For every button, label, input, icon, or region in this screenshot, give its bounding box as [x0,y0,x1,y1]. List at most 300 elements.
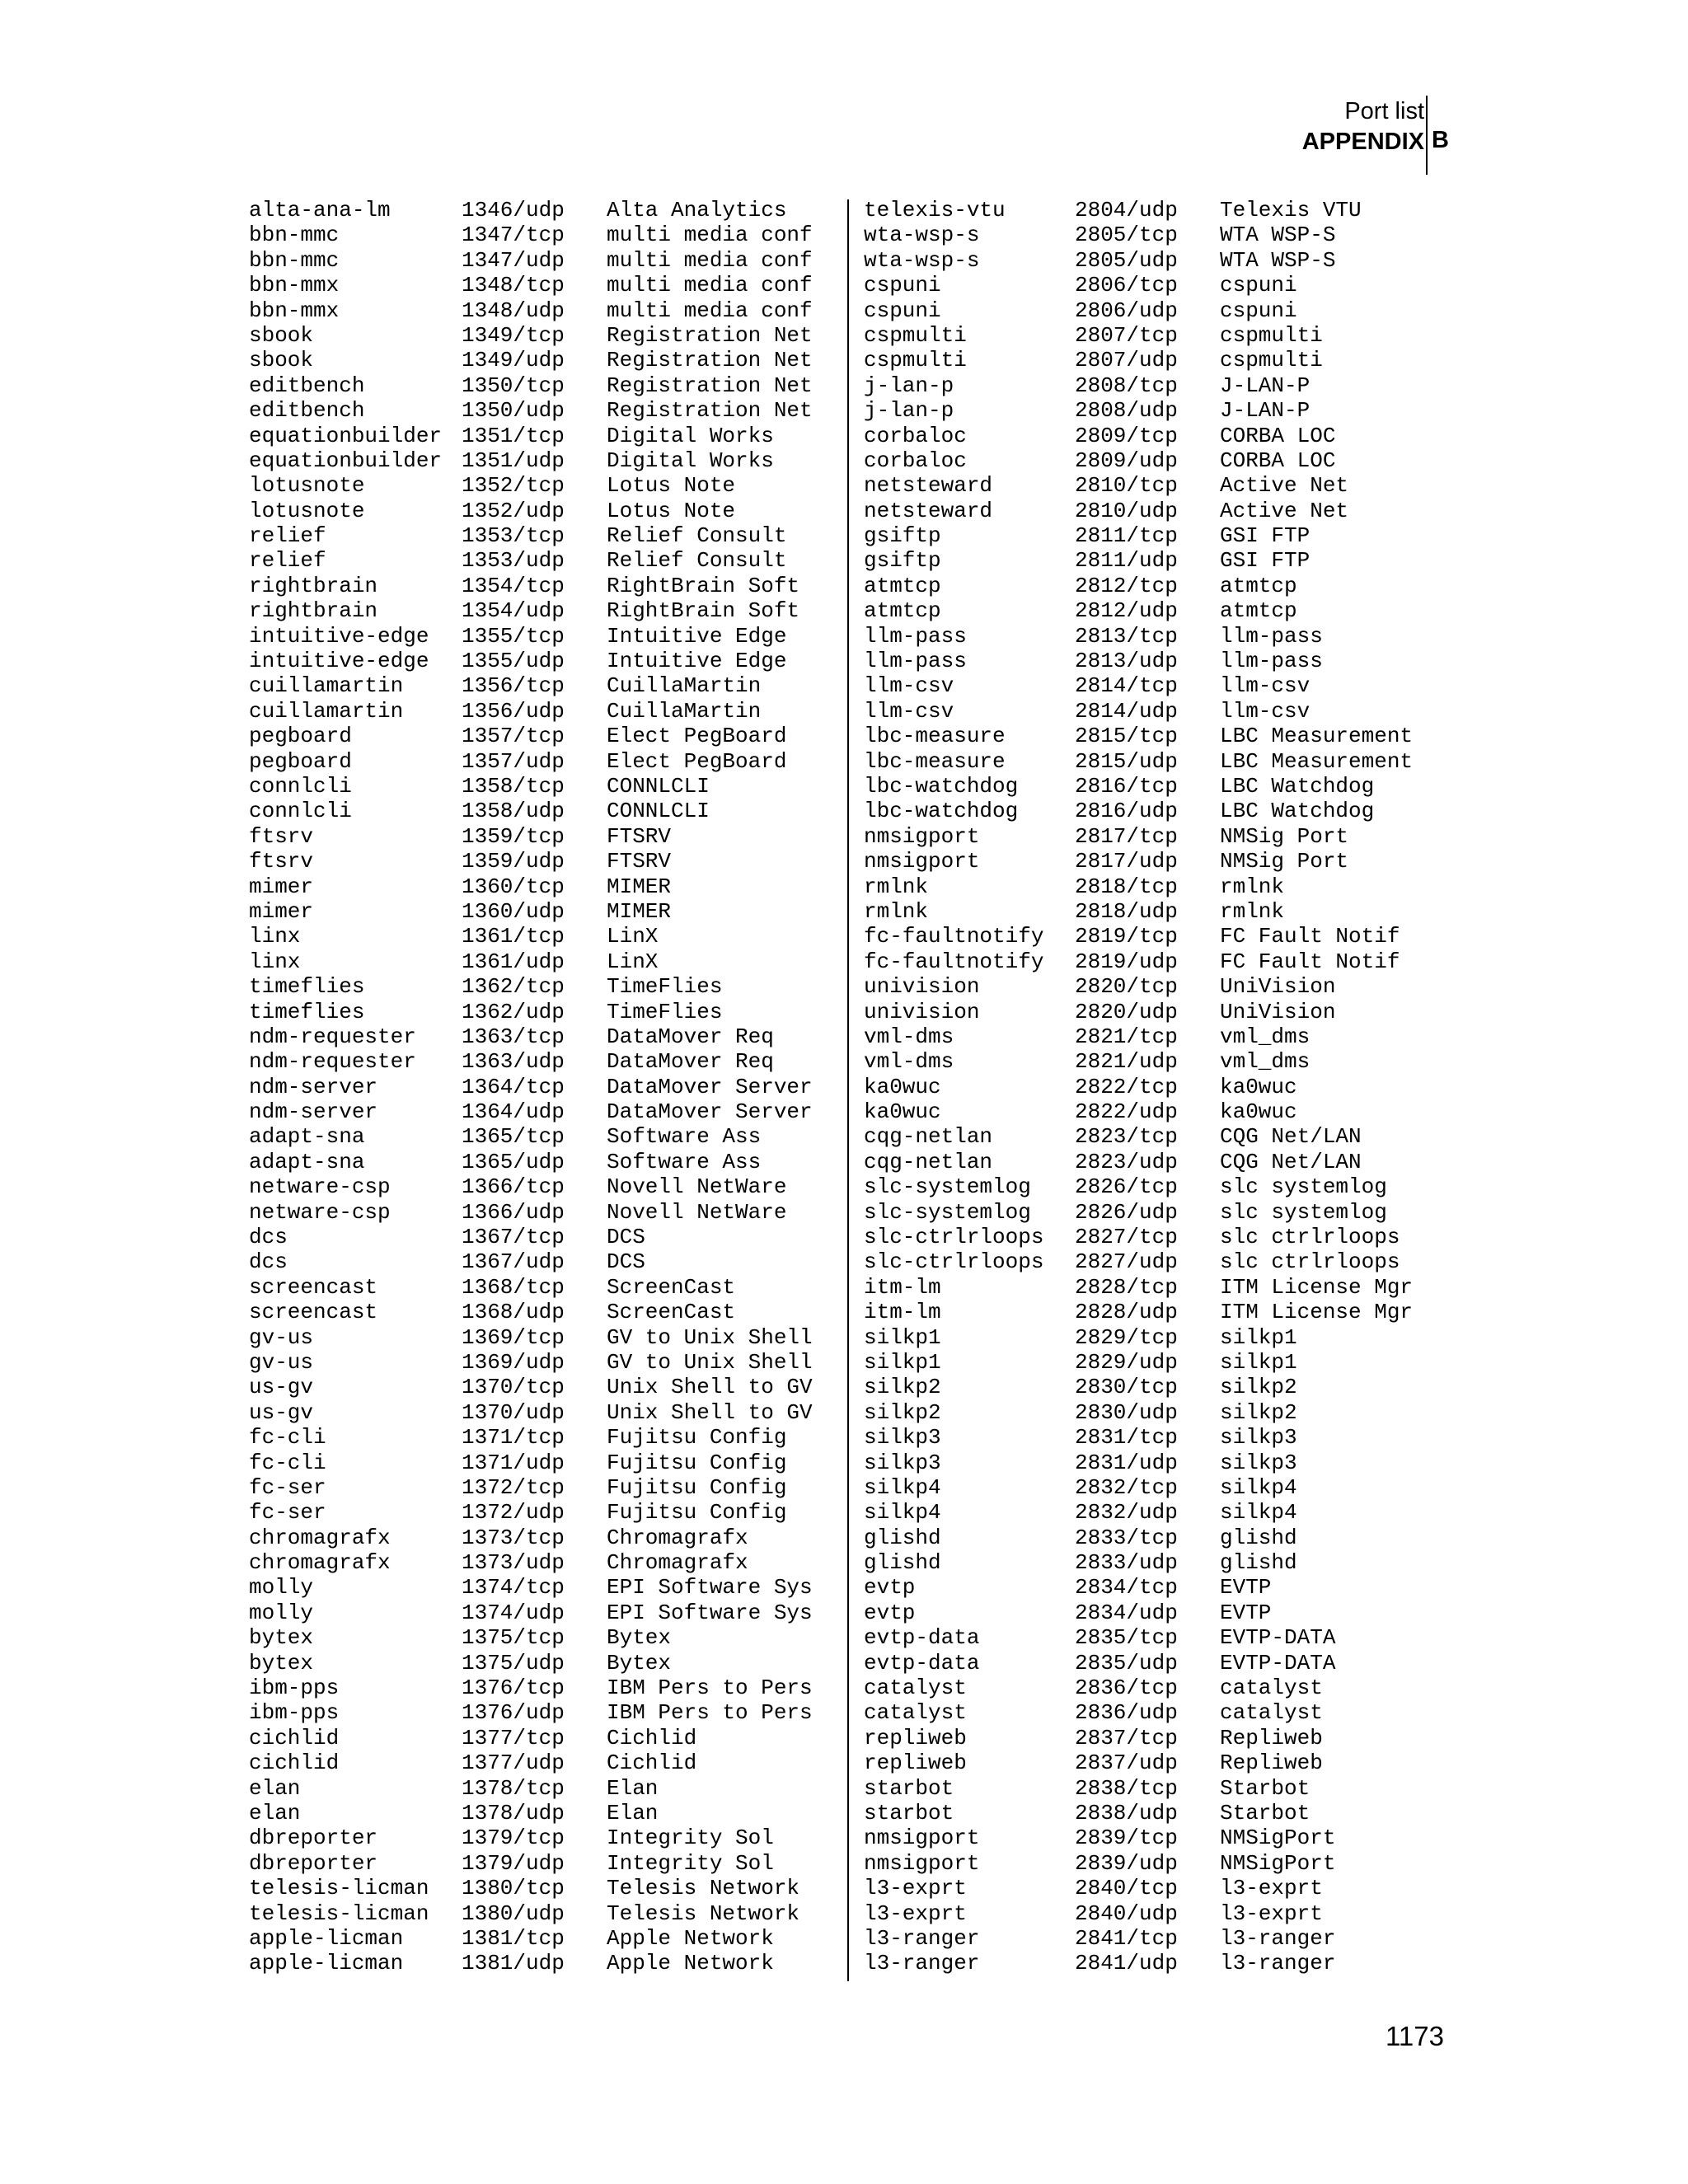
service-name: ftsrv [249,849,314,874]
port-protocol: 2822/tcp [1075,1074,1178,1099]
port-protocol: 2830/udp [1075,1399,1178,1425]
description: Integrity Sol [607,1850,774,1876]
service-name: silkp1 [864,1349,941,1375]
description: llm-pass [1220,649,1323,674]
service-name: cqg-netlan [864,1149,993,1174]
description: Active Net [1220,473,1349,499]
port-protocol: 2826/udp [1075,1199,1178,1225]
port-protocol: 1356/udp [462,698,565,724]
description: Digital Works [607,423,774,448]
port-protocol: 2830/tcp [1075,1375,1178,1400]
description: EVTP [1220,1600,1272,1625]
port-protocol: 1353/udp [462,548,565,574]
port-protocol: 1379/tcp [462,1825,565,1851]
port-protocol: 1358/udp [462,799,565,824]
description: DataMover Req [607,1024,774,1049]
service-name: cuillamartin [249,698,404,724]
service-name: intuitive-edge [249,649,429,674]
service-name: gsiftp [864,523,941,549]
description: IBM Pers to Pers [607,1700,813,1726]
port-protocol: 1375/udp [462,1650,565,1675]
service-name: wta-wsp-s [864,223,980,248]
service-name: repliweb [864,1725,967,1750]
port-protocol: 1373/udp [462,1550,565,1576]
service-name: nmsigport [864,823,980,849]
description: DataMover Server [607,1099,813,1125]
port-protocol: 2811/tcp [1075,523,1178,549]
service-name: itm-lm [864,1274,941,1300]
service-name: bbn-mmx [249,298,340,323]
service-name: silkp3 [864,1450,941,1475]
port-protocol: 2804/udp [1075,198,1178,223]
service-name: bytex [249,1650,314,1675]
description: DataMover Req [607,1049,774,1075]
port-protocol: 2818/udp [1075,898,1178,924]
port-protocol: 1365/tcp [462,1124,565,1150]
port-protocol: 2841/udp [1075,1951,1178,1976]
description: silkp4 [1220,1474,1297,1500]
service-name: ndm-server [249,1099,378,1125]
description: cspmulti [1220,348,1323,373]
service-name: ka0wuc [864,1074,941,1099]
port-protocol: 1362/udp [462,999,565,1024]
port-protocol: 1381/tcp [462,1925,565,1951]
description: Intuitive Edge [607,649,787,674]
description: EVTP-DATA [1220,1625,1336,1651]
service-name: llm-pass [864,649,967,674]
port-protocol: 1360/tcp [462,874,565,899]
description: Fujitsu Config [607,1474,787,1500]
service-name: nmsigport [864,1850,980,1876]
service-name: catalyst [864,1700,967,1726]
port-protocol: 1374/udp [462,1600,565,1625]
description: CORBA LOC [1220,448,1336,473]
description: LinX [607,949,659,974]
description: CONNLCLI [607,773,710,799]
description: vml_dms [1220,1049,1311,1075]
service-name: timeflies [249,974,365,1000]
port-protocol: 1380/tcp [462,1876,565,1901]
port-protocol: 1356/tcp [462,673,565,699]
service-name: cqg-netlan [864,1124,993,1150]
port-protocol: 2820/tcp [1075,974,1178,1000]
service-name: cspmulti [864,348,967,373]
port-protocol: 2831/udp [1075,1450,1178,1475]
port-protocol: 2839/udp [1075,1850,1178,1876]
port-protocol: 1354/tcp [462,573,565,598]
description: Telesis Network [607,1900,800,1926]
port-protocol: 2838/udp [1075,1801,1178,1825]
port-protocol: 1357/udp [462,748,565,774]
description: silkp1 [1220,1349,1297,1375]
port-protocol: 2819/udp [1075,949,1178,974]
description: Chromagrafx [607,1525,748,1550]
port-protocol: 1377/udp [462,1750,565,1776]
description: silkp3 [1220,1450,1297,1475]
description: llm-csv [1220,673,1311,699]
port-protocol: 2833/tcp [1075,1525,1178,1550]
port-protocol: 2814/tcp [1075,673,1178,699]
service-name: evtp [864,1600,916,1625]
description: Fujitsu Config [607,1500,787,1526]
service-name: glishd [864,1525,941,1550]
service-name: fc-cli [249,1450,326,1475]
port-protocol: 1377/tcp [462,1725,565,1750]
description: llm-pass [1220,623,1323,649]
description: l3-exprt [1220,1876,1323,1901]
description: catalyst [1220,1700,1323,1726]
description: Registration Net [607,398,813,424]
description: ka0wuc [1220,1074,1297,1099]
service-name: ka0wuc [864,1099,941,1125]
port-protocol: 1366/tcp [462,1174,565,1200]
port-protocol: 2811/udp [1075,548,1178,574]
service-name: dbreporter [249,1850,378,1876]
service-name: rightbrain [249,598,378,624]
service-name: telesis-licman [249,1876,429,1901]
service-name: gv-us [249,1349,314,1375]
service-name: starbot [864,1801,954,1825]
port-protocol: 1378/udp [462,1801,565,1825]
port-protocol: 2810/udp [1075,498,1178,523]
port-protocol: 1381/udp [462,1951,565,1976]
port-protocol: 1371/udp [462,1450,565,1475]
service-name: linx [249,949,301,974]
service-name: slc-ctrlrloops [864,1225,1044,1250]
description: GV to Unix Shell [607,1324,813,1350]
description: cspmulti [1220,322,1323,348]
port-protocol: 1380/udp [462,1900,565,1926]
description: CuillaMartin [607,698,762,724]
service-name: ibm-pps [249,1700,340,1726]
service-name: sbook [249,322,314,348]
service-name: cichlid [249,1725,340,1750]
description: multi media conf [607,273,813,298]
port-protocol: 1374/tcp [462,1575,565,1601]
service-name: dcs [249,1249,288,1275]
service-name: cspuni [864,298,941,323]
description: Novell NetWare [607,1174,787,1200]
description: MIMER [607,874,672,899]
description: GSI FTP [1220,548,1311,574]
service-name: evtp [864,1575,916,1601]
port-protocol: 2807/udp [1075,348,1178,373]
port-protocol: 2820/udp [1075,999,1178,1024]
description: glishd [1220,1550,1297,1576]
port-protocol: 1347/udp [462,247,565,273]
port-protocol: 2822/udp [1075,1099,1178,1125]
port-protocol: 2816/udp [1075,799,1178,824]
description: EPI Software Sys [607,1575,813,1601]
port-protocol: 2837/tcp [1075,1725,1178,1750]
service-name: molly [249,1600,314,1625]
port-protocol: 1369/udp [462,1349,565,1375]
service-name: rmlnk [864,874,929,899]
description: ScreenCast [607,1274,736,1300]
port-protocol: 1372/tcp [462,1474,565,1500]
description: multi media conf [607,247,813,273]
service-name: apple-licman [249,1951,404,1976]
port-protocol: 1367/tcp [462,1225,565,1250]
service-name: dbreporter [249,1825,378,1851]
description: silkp4 [1220,1500,1297,1526]
service-name: silkp2 [864,1399,941,1425]
description: LBC Watchdog [1220,773,1375,799]
port-protocol: 2808/udp [1075,398,1178,424]
service-name: dcs [249,1225,288,1250]
service-name: linx [249,924,301,949]
service-name: lbc-watchdog [864,799,1019,824]
service-name: evtp-data [864,1625,980,1651]
description: CuillaMartin [607,673,762,699]
port-protocol: 2832/udp [1075,1500,1178,1526]
description: DataMover Server [607,1074,813,1099]
description: EVTP-DATA [1220,1650,1336,1675]
service-name: cichlid [249,1750,340,1776]
port-protocol: 1350/tcp [462,373,565,398]
service-name: silkp3 [864,1425,941,1451]
port-protocol: 1379/udp [462,1850,565,1876]
description: EVTP [1220,1575,1272,1601]
service-name: relief [249,523,326,549]
service-name: molly [249,1575,314,1601]
port-protocol: 2828/udp [1075,1300,1178,1325]
service-name: cspuni [864,273,941,298]
description: l3-ranger [1220,1951,1336,1976]
port-protocol: 2821/tcp [1075,1024,1178,1049]
port-protocol: 1361/tcp [462,924,565,949]
description: Elan [607,1801,659,1825]
service-name: lbc-measure [864,724,1006,749]
service-name: catalyst [864,1675,967,1701]
service-name: lotusnote [249,498,365,523]
description: ITM License Mgr [1220,1300,1414,1325]
service-name: mimer [249,898,314,924]
description: Registration Net [607,373,813,398]
port-protocol: 1348/tcp [462,273,565,298]
port-protocol: 2812/udp [1075,598,1178,624]
port-protocol: 1359/udp [462,849,565,874]
service-name: corbaloc [864,448,967,473]
service-name: fc-ser [249,1474,326,1500]
service-name: timeflies [249,999,365,1024]
port-protocol: 1367/udp [462,1249,565,1275]
port-protocol: 2837/udp [1075,1750,1178,1776]
port-protocol: 1376/udp [462,1700,565,1726]
service-name: ndm-requester [249,1024,416,1049]
port-protocol: 2806/tcp [1075,273,1178,298]
port-protocol: 2806/udp [1075,298,1178,323]
service-name: connlcli [249,773,352,799]
description: Starbot [1220,1801,1311,1825]
description: Repliweb [1220,1725,1323,1750]
service-name: rightbrain [249,573,378,598]
service-name: relief [249,548,326,574]
service-name: telesis-licman [249,1900,429,1926]
port-protocol: 1364/udp [462,1099,565,1125]
description: rmlnk [1220,874,1285,899]
description: TimeFlies [607,974,723,1000]
service-name: silkp2 [864,1375,941,1400]
port-protocol: 1359/tcp [462,823,565,849]
description: MIMER [607,898,672,924]
description: NMSig Port [1220,849,1349,874]
service-name: glishd [864,1550,941,1576]
service-name: vml-dms [864,1024,954,1049]
port-protocol: 1351/udp [462,448,565,473]
description: Registration Net [607,322,813,348]
service-name: screencast [249,1274,378,1300]
service-name: bbn-mmc [249,223,340,248]
description: llm-csv [1220,698,1311,724]
port-protocol: 1375/tcp [462,1625,565,1651]
service-name: bytex [249,1625,314,1651]
port-protocol: 1353/tcp [462,523,565,549]
port-protocol: 2823/tcp [1075,1124,1178,1150]
port-protocol: 1372/udp [462,1500,565,1526]
service-name: adapt-sna [249,1124,365,1150]
description: IBM Pers to Pers [607,1675,813,1701]
description: NMSig Port [1220,823,1349,849]
service-name: mimer [249,874,314,899]
description: CQG Net/LAN [1220,1149,1362,1174]
service-name: elan [249,1801,301,1825]
service-name: fc-faultnotify [864,949,1044,974]
port-protocol: 1371/tcp [462,1425,565,1451]
description: NMSigPort [1220,1850,1336,1876]
port-protocol: 2809/udp [1075,448,1178,473]
port-protocol: 2840/tcp [1075,1876,1178,1901]
description: Apple Network [607,1925,774,1951]
description: RightBrain Soft [607,573,800,598]
description: Unix Shell to GV [607,1399,813,1425]
description: Telexis VTU [1220,198,1362,223]
description: Cichlid [607,1725,697,1750]
port-protocol: 2833/udp [1075,1550,1178,1576]
service-name: vml-dms [864,1049,954,1075]
service-name: silkp4 [864,1500,941,1526]
port-protocol: 1357/tcp [462,724,565,749]
port-protocol: 2807/tcp [1075,322,1178,348]
port-protocol: 1358/tcp [462,773,565,799]
port-protocol: 1360/udp [462,898,565,924]
service-name: itm-lm [864,1300,941,1325]
port-protocol: 1370/tcp [462,1375,565,1400]
description: slc ctrlrloops [1220,1225,1400,1250]
port-protocol: 1363/udp [462,1049,565,1075]
description: Registration Net [607,348,813,373]
port-protocol: 1369/tcp [462,1324,565,1350]
description: Integrity Sol [607,1825,774,1851]
port-protocol: 2838/tcp [1075,1775,1178,1801]
port-protocol: 1347/tcp [462,223,565,248]
service-name: atmtcp [864,573,941,598]
description: Relief Consult [607,523,787,549]
port-protocol: 1368/tcp [462,1274,565,1300]
port-protocol: 1349/udp [462,348,565,373]
description: Elan [607,1775,659,1801]
port-protocol: 2841/tcp [1075,1925,1178,1951]
description: Relief Consult [607,548,787,574]
port-protocol: 2836/udp [1075,1700,1178,1726]
description: slc systemlog [1220,1199,1387,1225]
description: l3-exprt [1220,1900,1323,1926]
service-name: fc-cli [249,1425,326,1451]
service-name: wta-wsp-s [864,247,980,273]
service-name: lbc-measure [864,748,1006,774]
port-protocol: 2836/tcp [1075,1675,1178,1701]
description: DCS [607,1249,645,1275]
port-protocol: 1370/udp [462,1399,565,1425]
page-number: 1173 [1386,2021,1444,2051]
port-protocol: 2835/udp [1075,1650,1178,1675]
service-name: editbench [249,398,365,424]
port-protocol: 1363/tcp [462,1024,565,1049]
port-protocol: 2831/tcp [1075,1425,1178,1451]
port-protocol: 2828/tcp [1075,1274,1178,1300]
service-name: llm-csv [864,698,954,724]
port-protocol: 1349/tcp [462,322,565,348]
port-protocol: 2829/udp [1075,1349,1178,1375]
service-name: evtp-data [864,1650,980,1675]
service-name: pegboard [249,748,352,774]
port-protocol: 2834/tcp [1075,1575,1178,1601]
port-protocol: 2817/udp [1075,849,1178,874]
header-appendix-letter: B [1432,127,1449,153]
port-protocol: 2818/tcp [1075,874,1178,899]
service-name: cspmulti [864,322,967,348]
description: silkp1 [1220,1324,1297,1350]
description: vml_dms [1220,1024,1311,1049]
service-name: repliweb [864,1750,967,1776]
service-name: lotusnote [249,473,365,499]
description: UniVision [1220,974,1336,1000]
port-protocol: 1366/udp [462,1199,565,1225]
port-protocol: 2817/tcp [1075,823,1178,849]
description: silkp3 [1220,1425,1297,1451]
description: rmlnk [1220,898,1285,924]
port-protocol: 1362/tcp [462,974,565,1000]
service-name: atmtcp [864,598,941,624]
service-name: connlcli [249,799,352,824]
description: WTA WSP-S [1220,223,1336,248]
service-name: nmsigport [864,1825,980,1851]
service-name: telexis-vtu [864,198,1006,223]
description: FTSRV [607,849,672,874]
service-name: l3-exprt [864,1900,967,1926]
description: Repliweb [1220,1750,1323,1776]
port-protocol: 1368/udp [462,1300,565,1325]
description: atmtcp [1220,598,1297,624]
port-protocol: 1355/tcp [462,623,565,649]
port-protocol: 1350/udp [462,398,565,424]
description: LBC Measurement [1220,724,1414,749]
port-protocol: 1348/udp [462,298,565,323]
description: Fujitsu Config [607,1425,787,1451]
description: Lotus Note [607,498,736,523]
service-name: ftsrv [249,823,314,849]
port-protocol: 2819/tcp [1075,924,1178,949]
port-protocol: 2805/tcp [1075,223,1178,248]
service-name: fc-ser [249,1500,326,1526]
service-name: gv-us [249,1324,314,1350]
service-name: fc-faultnotify [864,924,1044,949]
port-protocol: 2813/tcp [1075,623,1178,649]
description: ka0wuc [1220,1099,1297,1125]
column-divider [847,199,849,1981]
service-name: llm-pass [864,623,967,649]
description: silkp2 [1220,1375,1297,1400]
